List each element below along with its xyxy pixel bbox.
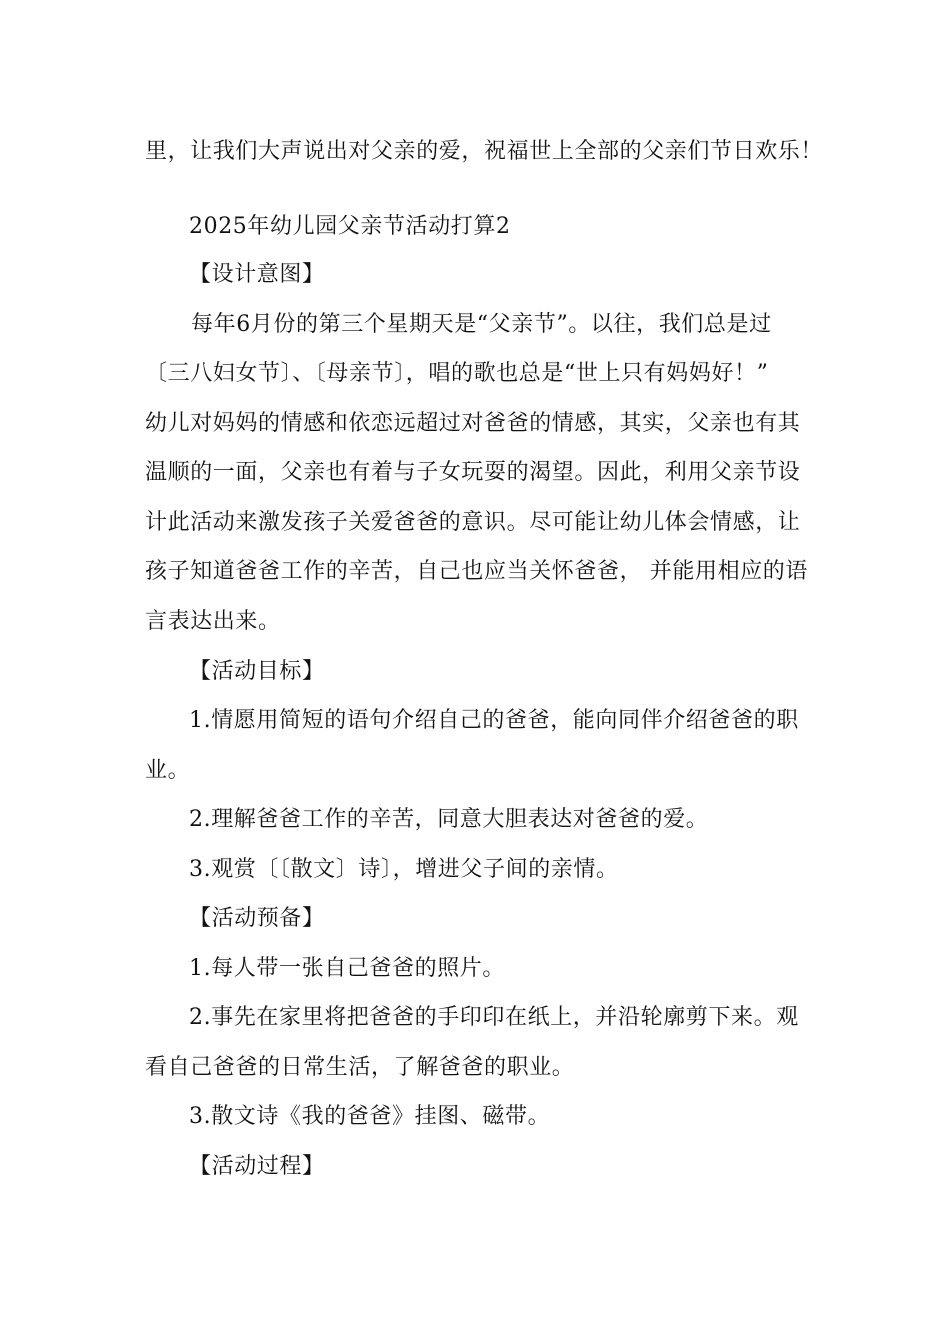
heading-activity-preparation: 【活动预备】 (189, 906, 325, 931)
text-line: 看自己爸爸的日常生活，了解爸爸的职业。 (145, 1055, 575, 1080)
text-line: 里，让我们大声说出对父亲的爱，祝福世上全部的父亲们节日欢乐！ (145, 139, 824, 164)
text-line: 孩子知道爸爸工作的辛苦，自己也应当关怀爸爸， 并能用相应的语 (145, 559, 808, 584)
heading-activity-process: 【活动过程】 (189, 1154, 325, 1179)
text-line: 幼儿对妈妈的情感和依恋远超过对爸爸的情感，其实，父亲也有其 (145, 411, 801, 436)
text-line: 言表达出来。 (145, 609, 281, 634)
list-item: 2.事先在家里将把爸爸的手印印在纸上，并沿轮廓剪下来。观 (189, 1005, 799, 1030)
text-line: 业。 (145, 758, 191, 783)
section-title: 2025年幼儿园父亲节活动打算2 (189, 214, 511, 239)
list-item: 3.散文诗《我的爸爸》挂图、磁带。 (189, 1104, 551, 1129)
text-line: 〔三八妇女节〕、〔母亲节〕，唱的歌也总是“世上只有妈妈好！” (145, 361, 769, 386)
heading-design-intent: 【设计意图】 (189, 262, 325, 287)
list-item: 1.每人带一张自己爸爸的照片。 (189, 956, 505, 981)
list-item: 2.理解爸爸工作的辛苦，同意大胆表达对爸爸的爱。 (189, 807, 709, 832)
text-line: 每年6月份的第三个星期天是“父亲节”。以往，我们总是过 (191, 312, 772, 337)
heading-activity-goals: 【活动目标】 (189, 659, 325, 684)
text-line: 计此活动来激发孩子关爱爸爸的意识。尽可能让幼儿体会情感，让 (145, 510, 801, 535)
list-item: 1.情愿用简短的语句介绍自己的爸爸，能向同伴介绍爸爸的职 (189, 708, 799, 733)
text-line: 温顺的一面，父亲也有着与子女玩耍的渴望。因此，利用父亲节设 (145, 460, 801, 485)
list-item: 3.观赏〔〔散文〕诗〕，增进父子间的亲情。 (189, 857, 619, 882)
